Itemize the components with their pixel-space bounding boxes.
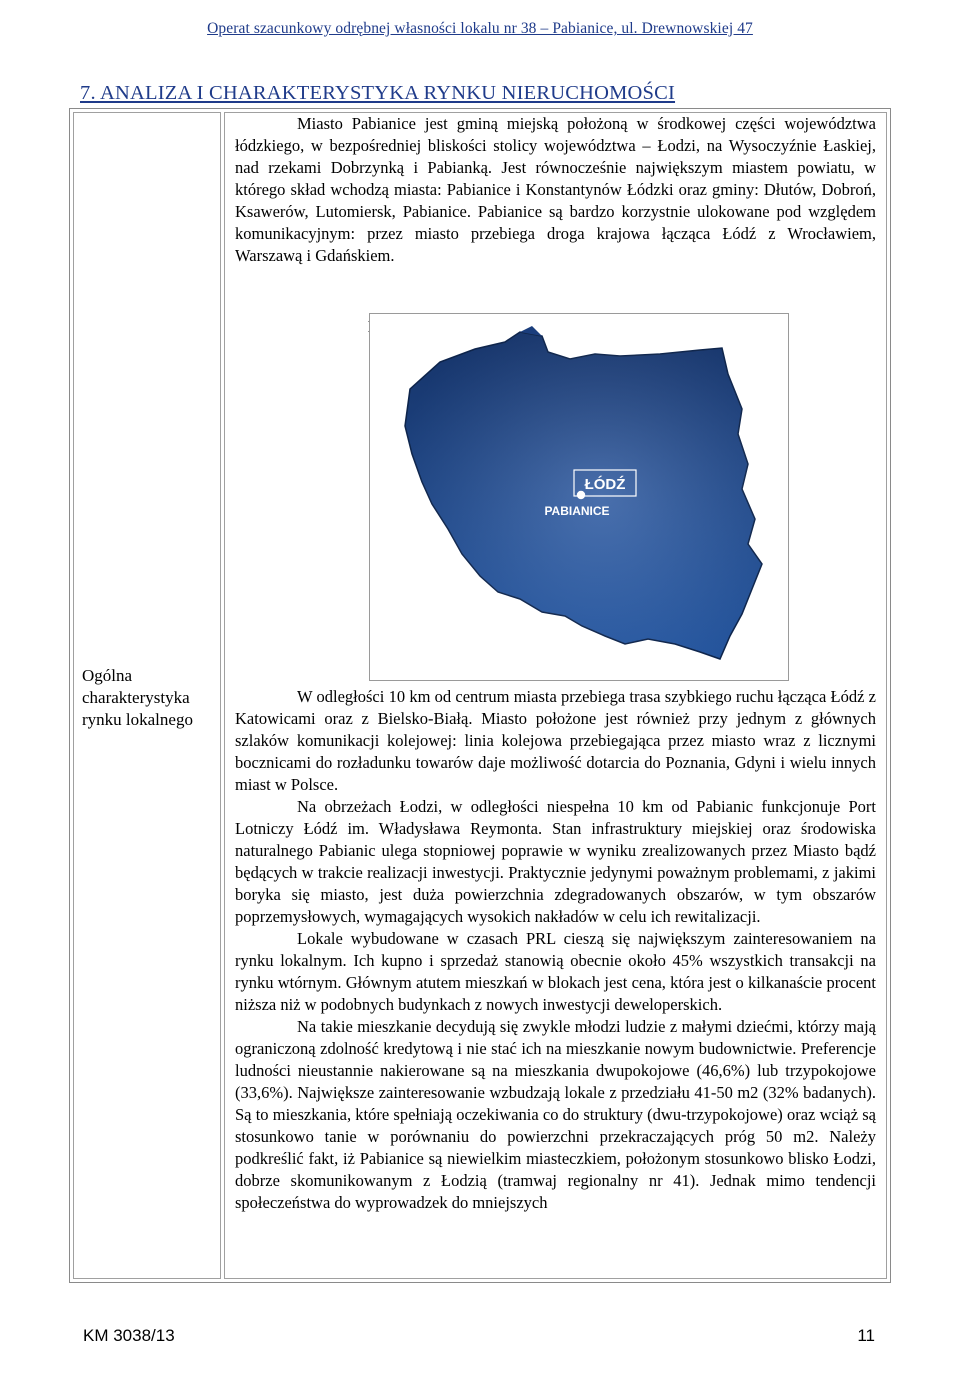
poland-map bbox=[370, 314, 788, 680]
body-paragraph-1: W odległości 10 km od centrum miasta przebiega trasa szybkiego ruchu łącząca Łódź z Katowicami oraz z Bielsko-Białą. Miasto położone jest również przy jednym z głównych szlaków komunikacji kolejowej: linia kolejowa przebiegająca przez miasto wraz z licznymi bocznicami do rozładunku towarów daje możliwość dotarcia do Poznania, Gdyni i wielu innych miast w Polsce. bbox=[235, 687, 876, 794]
body-paragraph-3: Lokale wybudowane w czasach PRL cieszą się największym zainteresowaniem na rynku lokalnym. Ich kupno i sprzedaż stanowią obecnie około 45% wszystkich transakcji na rynku wtórnym. Głównym atutem mieszkań w blokach jest cena, która jest o kilkanaście procent niższa niż w podobnych budynkach z nowych inwestycji deweloperskich. bbox=[235, 929, 876, 1014]
lodz-label: ŁÓDŹ bbox=[584, 476, 626, 493]
pabianice-label: PABIANICE bbox=[544, 504, 610, 518]
section-title: 7. ANALIZA I CHARAKTERYSTYKA RYNKU NIERUCHOMOŚCI bbox=[80, 82, 676, 104]
footer-page-number: 11 bbox=[857, 1326, 875, 1345]
running-header: Operat szacunkowy odrębnej własności lokalu nr 38 – Pabianice, ul. Drewnowskiej 47 bbox=[207, 20, 753, 37]
footer-doc-number: KM 3038/13 bbox=[83, 1326, 175, 1345]
pabianice-marker bbox=[577, 491, 585, 499]
body-paragraph-2: Na obrzeżach Łodzi, w odległości niespełna 10 km od Pabianic funkcjonuje Port Lotniczy Łódź im. Władysława Reymonta. Stan infrastruktury miejskiej oraz środowiska naturalnego Pabianic ulega stopniowej poprawie w wyniku zrealizowanych przez Miasto bądź będących w trakcie realizacji inwestycji. Praktycznie jedynymi poważnym problemami, z jakimi boryka się miasto, jest duża powierzchnia zdegradowanych obszarów, w tym obszarów poprzemysłowych, wymagających wysokich nakładów w celu ich rewitalizacji. bbox=[235, 797, 876, 926]
side-label: Ogólna charakterystyka rynku lokalnego bbox=[82, 666, 193, 729]
body-paragraph-4: Na takie mieszkanie decydują się zwykle młodzi ludzie z małymi dziećmi, którzy mają ograniczoną zdolność kredytową i nie stać ich na mieszkanie nowym budownictwie. Preferencje ludności nieustannie nakierowane są na mieszkania dwupokojowe (46,6%) lub trzypokojowe (33,6%). Największe zainteresowanie wzbudzają lokale z przedziału 41-50 m2 (32% badanych). Są to mieszkania, które spełniają oczekiwania co do struktury (dwu-trzypokojowe) oraz wciąż są stosunkowo tanie w porównaniu do powierzchni przekraczających próg 50 m2. Należy podkreślić fakt, iż Pabianice są niewielkim miasteczkiem, położonym stosunkowo blisko Łodzi, dobrze skomunikowanym z Łodzią (tramwaj regionalny nr 41). Jednak mimo tendencji społeczeństwa do wyprowadzek do mniejszych bbox=[235, 1017, 876, 1212]
map-figure bbox=[369, 313, 789, 681]
intro-paragraph: Miasto Pabianice jest gminą miejską położoną w środkowej części województwa łódzkiego, w bezpośredniej bliskości stolicy województwa – Łodzi, na Wysoczyźnie Łaskiej, nad rzekami Dobrzynką i Pabianką. Jest równocześnie największym miastem powiatu, w którego skład wchodzą miasta: Pabianice i Konstantynów Łódzki oraz gminy: Dłutów, Dobroń, Ksawerów, Lutomiersk, Pabianice. Pabianice są bardzo korzystnie ulokowane pod względem komunikacyjnym: przez miasto przebiega droga krajowa łącząca Łódź z Wrocławiem, Warszawą i Gdańskiem. bbox=[235, 114, 876, 265]
